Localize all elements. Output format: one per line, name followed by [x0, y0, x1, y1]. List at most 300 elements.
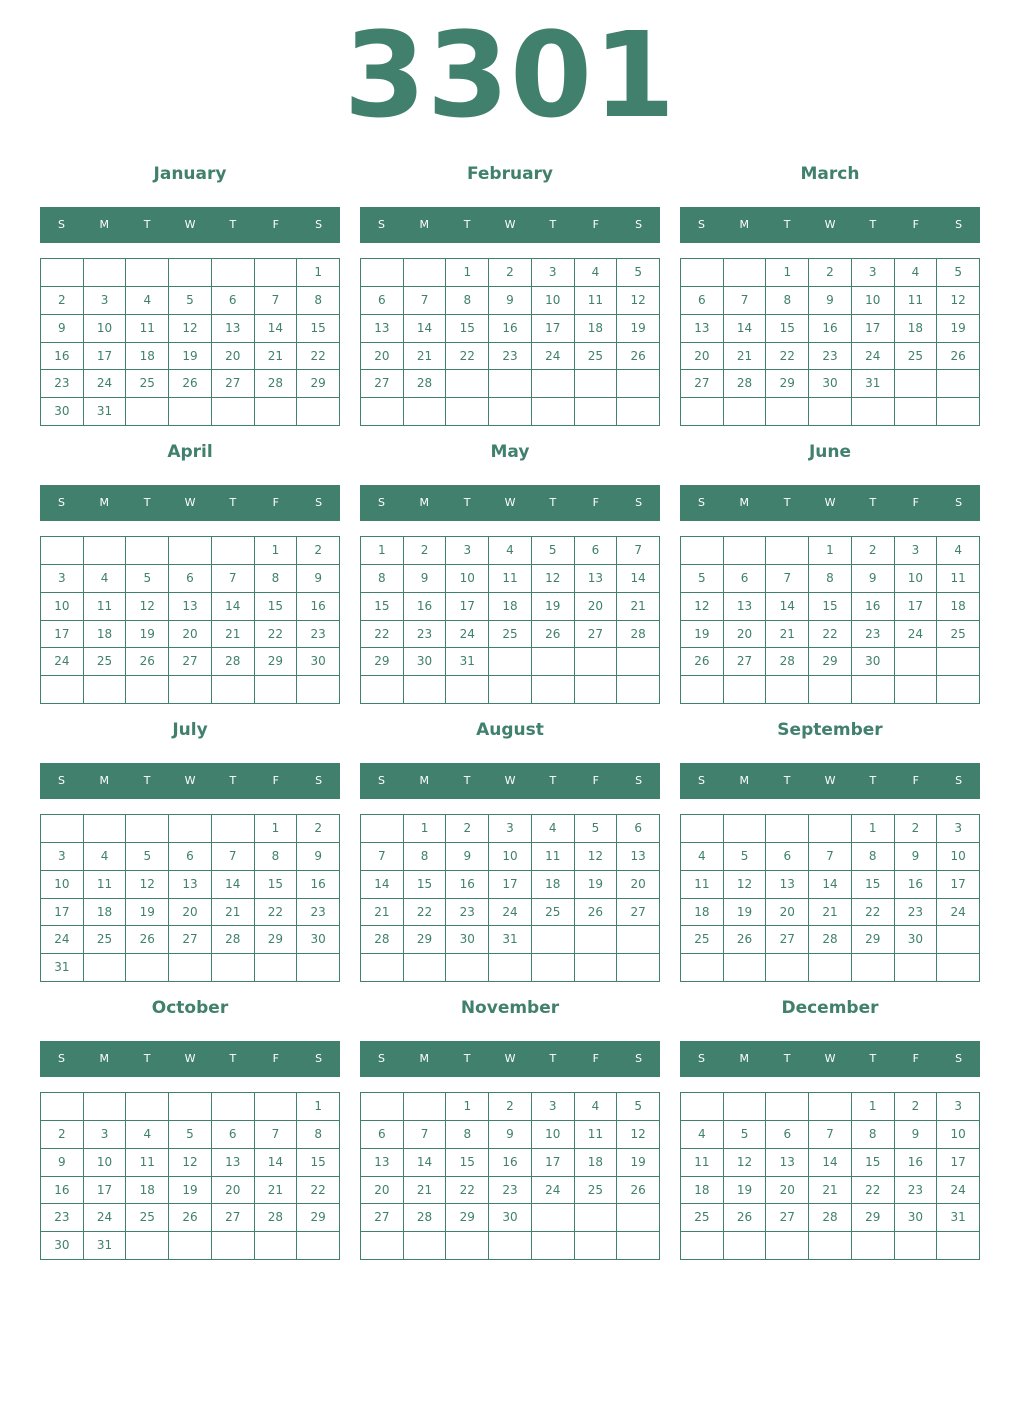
day-cell: 3 — [532, 1093, 575, 1121]
empty-day-cell — [297, 398, 340, 426]
weekday-header — [680, 1041, 980, 1077]
day-cell: 18 — [489, 593, 532, 621]
empty-day-cell — [532, 676, 575, 704]
day-cell: 9 — [809, 287, 852, 315]
day-cell: 30 — [446, 926, 489, 954]
day-cell: 26 — [532, 621, 575, 649]
empty-day-cell — [446, 398, 489, 426]
day-cell: 21 — [212, 899, 255, 927]
day-cell: 4 — [84, 843, 127, 871]
day-cell: 30 — [41, 1232, 84, 1260]
day-cell: 11 — [84, 593, 127, 621]
day-cell: 28 — [212, 648, 255, 676]
weekday-label: W — [824, 774, 836, 787]
day-cell: 19 — [126, 621, 169, 649]
day-cell: 4 — [489, 537, 532, 565]
day-cell: 16 — [895, 871, 938, 899]
weekday-label: S — [955, 774, 963, 787]
empty-day-cell — [255, 1232, 298, 1260]
day-cell: 23 — [895, 1177, 938, 1205]
empty-day-cell — [681, 398, 724, 426]
empty-day-cell — [404, 1093, 447, 1121]
day-cell: 24 — [937, 899, 980, 927]
day-cell: 25 — [681, 926, 724, 954]
day-cell: 27 — [212, 370, 255, 398]
day-cell: 4 — [126, 1121, 169, 1149]
day-cell: 22 — [297, 1177, 340, 1205]
day-cell: 22 — [852, 899, 895, 927]
day-cell: 6 — [361, 1121, 404, 1149]
weekday-label: S — [377, 496, 385, 509]
day-cell: 4 — [575, 259, 618, 287]
weekday-label: S — [57, 1052, 65, 1065]
empty-day-cell — [84, 954, 127, 982]
day-cell: 6 — [681, 287, 724, 315]
empty-day-cell — [84, 676, 127, 704]
day-cell: 29 — [361, 648, 404, 676]
empty-day-cell — [212, 954, 255, 982]
day-cell: 20 — [766, 1177, 809, 1205]
empty-day-cell — [724, 259, 767, 287]
empty-day-cell — [809, 954, 852, 982]
year-title: 3301 — [343, 6, 677, 144]
empty-day-cell — [489, 648, 532, 676]
day-cell: 10 — [41, 871, 84, 899]
day-cell: 10 — [84, 1149, 127, 1177]
empty-day-cell — [617, 676, 660, 704]
day-cell: 24 — [895, 621, 938, 649]
day-cell: 28 — [255, 1204, 298, 1232]
day-cell: 30 — [404, 648, 447, 676]
empty-day-cell — [361, 1232, 404, 1260]
empty-day-cell — [895, 954, 938, 982]
empty-day-cell — [84, 1093, 127, 1121]
day-cell: 28 — [724, 370, 767, 398]
day-cell: 23 — [41, 370, 84, 398]
day-cell: 14 — [404, 1149, 447, 1177]
day-cell: 12 — [937, 287, 980, 315]
empty-day-cell — [895, 398, 938, 426]
day-cell: 9 — [41, 1149, 84, 1177]
day-cell: 10 — [41, 593, 84, 621]
weekday-label: S — [57, 218, 65, 231]
day-cell: 25 — [126, 1204, 169, 1232]
day-cell: 21 — [724, 343, 767, 371]
day-cell: 14 — [212, 593, 255, 621]
empty-day-cell — [852, 954, 895, 982]
weekday-label: M — [99, 496, 110, 509]
weekday-label: T — [549, 1052, 557, 1065]
empty-day-cell — [937, 370, 980, 398]
empty-day-cell — [575, 398, 618, 426]
empty-day-cell — [575, 954, 618, 982]
weekday-label: M — [99, 1052, 110, 1065]
day-cell: 4 — [575, 1093, 618, 1121]
day-cell: 16 — [895, 1149, 938, 1177]
weekday-label: M — [419, 774, 430, 787]
weekday-label: W — [504, 218, 516, 231]
weekday-header — [360, 763, 660, 799]
day-grid — [680, 258, 980, 426]
day-cell: 18 — [937, 593, 980, 621]
day-cell: 5 — [724, 843, 767, 871]
day-cell: 26 — [681, 648, 724, 676]
day-cell: 16 — [41, 1177, 84, 1205]
day-grid — [360, 536, 660, 704]
weekday-label: T — [143, 496, 151, 509]
day-cell: 17 — [84, 1177, 127, 1205]
day-cell: 29 — [404, 926, 447, 954]
day-cell: 24 — [84, 1204, 127, 1232]
day-cell: 16 — [489, 1149, 532, 1177]
weekday-header — [360, 1041, 660, 1077]
day-cell: 31 — [852, 370, 895, 398]
empty-day-cell — [937, 398, 980, 426]
empty-day-cell — [255, 954, 298, 982]
day-cell: 11 — [575, 1121, 618, 1149]
day-cell: 8 — [255, 843, 298, 871]
empty-day-cell — [809, 1093, 852, 1121]
day-cell: 17 — [41, 899, 84, 927]
day-cell: 2 — [895, 815, 938, 843]
weekday-label: T — [143, 774, 151, 787]
day-cell: 27 — [724, 648, 767, 676]
day-cell: 24 — [532, 1177, 575, 1205]
day-cell: 17 — [852, 315, 895, 343]
day-cell: 9 — [297, 843, 340, 871]
day-cell: 16 — [852, 593, 895, 621]
day-cell: 1 — [404, 815, 447, 843]
day-cell: 19 — [681, 621, 724, 649]
empty-day-cell — [937, 676, 980, 704]
weekday-label: M — [739, 1052, 750, 1065]
weekday-label: F — [592, 218, 599, 231]
weekday-label: F — [592, 1052, 599, 1065]
day-cell: 17 — [937, 1149, 980, 1177]
day-cell: 9 — [297, 565, 340, 593]
empty-day-cell — [937, 954, 980, 982]
empty-day-cell — [766, 537, 809, 565]
day-cell: 22 — [766, 343, 809, 371]
day-cell: 20 — [212, 1177, 255, 1205]
day-cell: 29 — [255, 926, 298, 954]
day-cell: 9 — [852, 565, 895, 593]
weekday-label: M — [419, 496, 430, 509]
day-cell: 29 — [446, 1204, 489, 1232]
day-cell: 3 — [84, 287, 127, 315]
day-cell: 1 — [809, 537, 852, 565]
month-title: March — [800, 164, 860, 184]
weekday-label: W — [184, 774, 196, 787]
day-cell: 20 — [724, 621, 767, 649]
empty-day-cell — [575, 370, 618, 398]
day-cell: 4 — [681, 843, 724, 871]
day-cell: 29 — [255, 648, 298, 676]
weekday-label: M — [99, 774, 110, 787]
day-cell: 8 — [766, 287, 809, 315]
day-cell: 14 — [809, 871, 852, 899]
weekday-label: T — [783, 774, 791, 787]
day-cell: 21 — [404, 343, 447, 371]
day-cell: 24 — [84, 370, 127, 398]
day-cell: 31 — [489, 926, 532, 954]
day-cell: 13 — [361, 315, 404, 343]
day-cell: 11 — [575, 287, 618, 315]
day-cell: 8 — [852, 1121, 895, 1149]
day-cell: 21 — [809, 1177, 852, 1205]
day-cell: 28 — [617, 621, 660, 649]
day-cell: 7 — [724, 287, 767, 315]
weekday-label: T — [869, 496, 877, 509]
empty-day-cell — [766, 1232, 809, 1260]
day-cell: 16 — [489, 315, 532, 343]
empty-day-cell — [617, 398, 660, 426]
day-cell: 7 — [255, 287, 298, 315]
weekday-label: T — [869, 1052, 877, 1065]
month-title: May — [490, 442, 530, 462]
day-cell: 8 — [361, 565, 404, 593]
empty-day-cell — [937, 926, 980, 954]
day-cell: 16 — [297, 593, 340, 621]
day-cell: 14 — [361, 871, 404, 899]
day-cell: 26 — [724, 1204, 767, 1232]
day-cell: 4 — [937, 537, 980, 565]
day-cell: 26 — [937, 343, 980, 371]
day-cell: 2 — [446, 815, 489, 843]
day-cell: 18 — [126, 343, 169, 371]
day-cell: 1 — [852, 1093, 895, 1121]
day-cell: 3 — [895, 537, 938, 565]
weekday-label: T — [229, 774, 237, 787]
day-cell: 4 — [126, 287, 169, 315]
day-cell: 9 — [489, 287, 532, 315]
day-cell: 6 — [766, 843, 809, 871]
empty-day-cell — [489, 370, 532, 398]
day-cell: 5 — [681, 565, 724, 593]
day-cell: 2 — [489, 1093, 532, 1121]
day-cell: 3 — [41, 843, 84, 871]
day-cell: 7 — [212, 565, 255, 593]
empty-day-cell — [809, 815, 852, 843]
day-cell: 20 — [681, 343, 724, 371]
empty-day-cell — [681, 537, 724, 565]
empty-day-cell — [575, 648, 618, 676]
day-cell: 25 — [575, 343, 618, 371]
day-cell: 14 — [724, 315, 767, 343]
day-cell: 13 — [212, 1149, 255, 1177]
day-cell: 6 — [575, 537, 618, 565]
day-cell: 19 — [532, 593, 575, 621]
day-cell: 2 — [404, 537, 447, 565]
weekday-label: F — [912, 218, 919, 231]
empty-day-cell — [489, 1232, 532, 1260]
day-cell: 11 — [126, 1149, 169, 1177]
day-cell: 2 — [297, 537, 340, 565]
weekday-header — [360, 485, 660, 521]
day-cell: 30 — [895, 1204, 938, 1232]
day-cell: 14 — [809, 1149, 852, 1177]
day-cell: 10 — [937, 843, 980, 871]
empty-day-cell — [297, 676, 340, 704]
day-cell: 12 — [681, 593, 724, 621]
day-cell: 17 — [937, 871, 980, 899]
weekday-label: T — [549, 218, 557, 231]
day-cell: 3 — [84, 1121, 127, 1149]
empty-day-cell — [212, 398, 255, 426]
day-cell: 27 — [575, 621, 618, 649]
day-cell: 19 — [937, 315, 980, 343]
day-cell: 5 — [169, 287, 212, 315]
empty-day-cell — [169, 398, 212, 426]
empty-day-cell — [126, 1093, 169, 1121]
day-cell: 23 — [489, 1177, 532, 1205]
weekday-label: S — [377, 1052, 385, 1065]
day-cell: 25 — [84, 926, 127, 954]
weekday-header — [40, 207, 340, 243]
day-cell: 22 — [852, 1177, 895, 1205]
day-cell: 15 — [446, 315, 489, 343]
day-cell: 21 — [255, 1177, 298, 1205]
day-cell: 15 — [404, 871, 447, 899]
empty-day-cell — [681, 1093, 724, 1121]
day-cell: 5 — [937, 259, 980, 287]
day-cell: 10 — [532, 1121, 575, 1149]
day-cell: 27 — [361, 370, 404, 398]
day-cell: 17 — [446, 593, 489, 621]
day-cell: 20 — [766, 899, 809, 927]
day-cell: 5 — [126, 565, 169, 593]
day-cell: 1 — [297, 259, 340, 287]
weekday-label: W — [824, 496, 836, 509]
day-cell: 23 — [852, 621, 895, 649]
day-cell: 15 — [446, 1149, 489, 1177]
weekday-label: T — [463, 496, 471, 509]
weekday-label: S — [697, 218, 705, 231]
weekday-label: T — [229, 1052, 237, 1065]
weekday-label: W — [504, 496, 516, 509]
day-cell: 12 — [617, 287, 660, 315]
day-cell: 1 — [255, 537, 298, 565]
weekday-label: W — [824, 218, 836, 231]
day-cell: 7 — [809, 843, 852, 871]
weekday-label: F — [272, 218, 279, 231]
weekday-label: S — [315, 1052, 323, 1065]
day-cell: 27 — [169, 648, 212, 676]
day-cell: 28 — [809, 926, 852, 954]
empty-day-cell — [212, 1093, 255, 1121]
day-cell: 15 — [766, 315, 809, 343]
day-cell: 30 — [297, 926, 340, 954]
day-cell: 17 — [532, 1149, 575, 1177]
day-cell: 25 — [126, 370, 169, 398]
day-cell: 19 — [169, 343, 212, 371]
day-cell: 8 — [852, 843, 895, 871]
empty-day-cell — [617, 648, 660, 676]
day-cell: 21 — [404, 1177, 447, 1205]
weekday-label: T — [229, 496, 237, 509]
day-cell: 12 — [126, 593, 169, 621]
empty-day-cell — [532, 648, 575, 676]
day-cell: 6 — [212, 287, 255, 315]
empty-day-cell — [446, 954, 489, 982]
day-cell: 29 — [809, 648, 852, 676]
empty-day-cell — [532, 370, 575, 398]
day-cell: 12 — [724, 871, 767, 899]
empty-day-cell — [766, 954, 809, 982]
day-cell: 2 — [489, 259, 532, 287]
empty-day-cell — [617, 954, 660, 982]
day-cell: 28 — [404, 370, 447, 398]
weekday-label: S — [377, 774, 385, 787]
day-cell: 6 — [766, 1121, 809, 1149]
day-cell: 6 — [169, 843, 212, 871]
day-cell: 29 — [766, 370, 809, 398]
empty-day-cell — [126, 259, 169, 287]
day-cell: 2 — [297, 815, 340, 843]
empty-day-cell — [617, 1232, 660, 1260]
day-cell: 14 — [617, 565, 660, 593]
day-cell: 10 — [532, 287, 575, 315]
day-cell: 31 — [84, 1232, 127, 1260]
day-cell: 11 — [532, 843, 575, 871]
day-cell: 2 — [809, 259, 852, 287]
weekday-label: S — [697, 1052, 705, 1065]
weekday-label: T — [143, 1052, 151, 1065]
day-cell: 22 — [255, 899, 298, 927]
day-cell: 8 — [446, 287, 489, 315]
day-cell: 23 — [809, 343, 852, 371]
empty-day-cell — [575, 1204, 618, 1232]
weekday-label: T — [783, 218, 791, 231]
day-cell: 18 — [532, 871, 575, 899]
day-cell: 11 — [681, 871, 724, 899]
weekday-label: S — [315, 774, 323, 787]
empty-day-cell — [212, 676, 255, 704]
weekday-label: S — [635, 496, 643, 509]
weekday-label: S — [315, 496, 323, 509]
day-cell: 4 — [532, 815, 575, 843]
day-cell: 25 — [895, 343, 938, 371]
day-cell: 19 — [617, 1149, 660, 1177]
day-cell: 12 — [724, 1149, 767, 1177]
day-cell: 13 — [169, 871, 212, 899]
day-cell: 23 — [446, 899, 489, 927]
day-cell: 15 — [297, 1149, 340, 1177]
empty-day-cell — [681, 676, 724, 704]
day-cell: 9 — [41, 315, 84, 343]
day-cell: 10 — [446, 565, 489, 593]
empty-day-cell — [41, 259, 84, 287]
day-cell: 26 — [724, 926, 767, 954]
day-cell: 10 — [852, 287, 895, 315]
empty-day-cell — [126, 815, 169, 843]
day-cell: 23 — [41, 1204, 84, 1232]
day-cell: 2 — [41, 287, 84, 315]
day-cell: 21 — [212, 621, 255, 649]
day-cell: 27 — [766, 926, 809, 954]
empty-day-cell — [361, 815, 404, 843]
day-cell: 30 — [809, 370, 852, 398]
day-cell: 30 — [852, 648, 895, 676]
day-cell: 13 — [361, 1149, 404, 1177]
day-cell: 9 — [404, 565, 447, 593]
day-cell: 12 — [575, 843, 618, 871]
empty-day-cell — [297, 1232, 340, 1260]
empty-day-cell — [126, 398, 169, 426]
day-cell: 1 — [766, 259, 809, 287]
empty-day-cell — [126, 1232, 169, 1260]
day-cell: 4 — [84, 565, 127, 593]
